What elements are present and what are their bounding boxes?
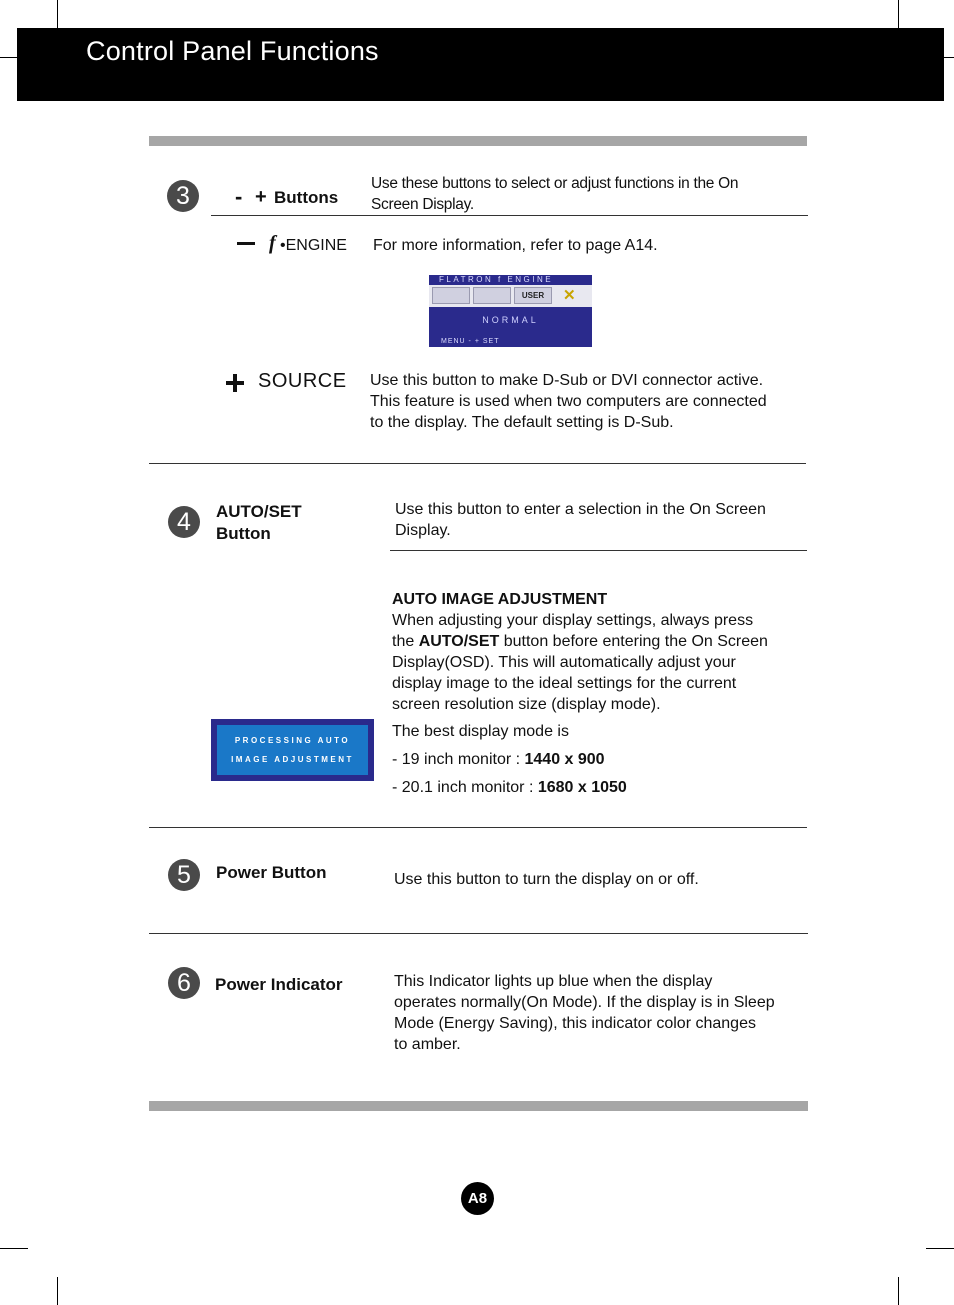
auto-adjust-line-3: Display(OSD). This will automatically adjust your [392,654,736,671]
auto-adjust-title: AUTO IMAGE ADJUSTMENT [392,591,608,608]
osd-user-label: USER [521,291,545,300]
crop-mark [0,1248,28,1249]
power-indicator-desc-3: Mode (Energy Saving), this indicator color changes [394,1015,756,1032]
section-divider [149,827,807,828]
autoset-desc-2: Display. [395,522,451,539]
fengine-desc: For more information, refer to page A14. [373,237,658,254]
crop-mark [944,57,954,58]
power-indicator-desc-2: operates normally(On Mode). If the display is in Sleep [394,994,775,1011]
crop-mark [898,0,899,28]
buttons-desc-2: Screen Display. [371,196,474,213]
crop-mark [898,1277,899,1305]
power-indicator-label: Power Indicator [215,975,343,994]
autoset-divider [390,550,807,551]
osd-icon-row [429,285,592,307]
auto-adjust-line-2: the AUTO/SET button before entering the On Screen [392,633,768,650]
source-plus-icon [226,374,244,392]
autoset-desc-1: Use this button to enter a selection in the On Screen [395,501,766,518]
section-divider [149,933,808,934]
source-desc-3: to the display. The default setting is D-Sub. [370,414,674,431]
processing-line-1: PROCESSING AUTO [234,736,351,745]
auto-adjust-line-4: display image to the ideal settings for the current [392,675,737,692]
crop-mark [0,57,17,58]
buttons-label: Buttons [274,188,339,207]
buttons-desc-1: Use these buttons to select or adjust functions in the On [371,175,739,192]
autoset-inline-bold: AUTO/SET [418,633,500,650]
mode-19-value: 1440 x 900 [524,751,605,768]
grid-icon [473,287,511,304]
power-indicator-desc-1: This Indicator lights up blue when the display [394,973,713,990]
power-button-desc: Use this button to turn the display on or off. [394,871,699,888]
section-number-3: 3 [167,180,199,212]
crop-mark [57,0,58,28]
osd-fengine-illustration [429,275,592,347]
fengine-label: •ENGINE [280,237,347,254]
power-indicator-desc-4: to amber. [394,1036,461,1053]
processing-auto-illustration [211,719,374,781]
power-button-label: Power Button [216,863,327,882]
plus-symbol: + [255,186,267,208]
osd-mode: NORMAL [482,315,539,325]
top-rule [149,136,807,146]
monitor-icon [432,287,470,304]
buttons-divider [211,215,808,216]
auto-adjust-line-5: screen resolution size (display mode). [392,696,661,713]
mode-20-inch: - 20.1 inch monitor : 1680 x 1050 [392,779,627,796]
processing-line-2: IMAGE ADJUSTMENT [231,755,354,764]
section-number-6: 6 [168,967,200,999]
mode-20-value: 1680 x 1050 [537,779,627,796]
source-desc-1: Use this button to make D-Sub or DVI connector active. [370,372,764,389]
autoset-label-2: Button [216,524,271,543]
mode-19-inch: - 19 inch monitor : 1440 x 900 [392,751,605,768]
autoset-label-1: AUTO/SET [216,502,302,521]
osd-user-box [514,287,552,304]
tools-icon: ✕ [563,287,576,304]
page-number-badge: A8 [461,1182,494,1215]
minus-symbol: - [235,184,243,209]
crop-mark [57,1277,58,1305]
bottom-rule [149,1101,808,1111]
source-label: SOURCE [258,370,347,392]
page-title: Control Panel Functions [86,36,379,66]
auto-adjust-line-1: When adjusting your display settings, always press [392,612,754,629]
section-number-5: 5 [168,859,200,891]
crop-mark [926,1248,954,1249]
source-desc-2: This feature is used when two computers are connected [370,393,767,410]
osd-title: FLATRON f ENGINE [439,275,554,284]
osd-footer: MENU - + SET [441,338,500,345]
fengine-f-glyph: f [269,232,276,254]
section-number-4: 4 [168,506,200,538]
best-mode-text: The best display mode is [392,723,569,740]
section-divider [149,463,806,464]
fengine-minus-symbol [237,242,255,245]
